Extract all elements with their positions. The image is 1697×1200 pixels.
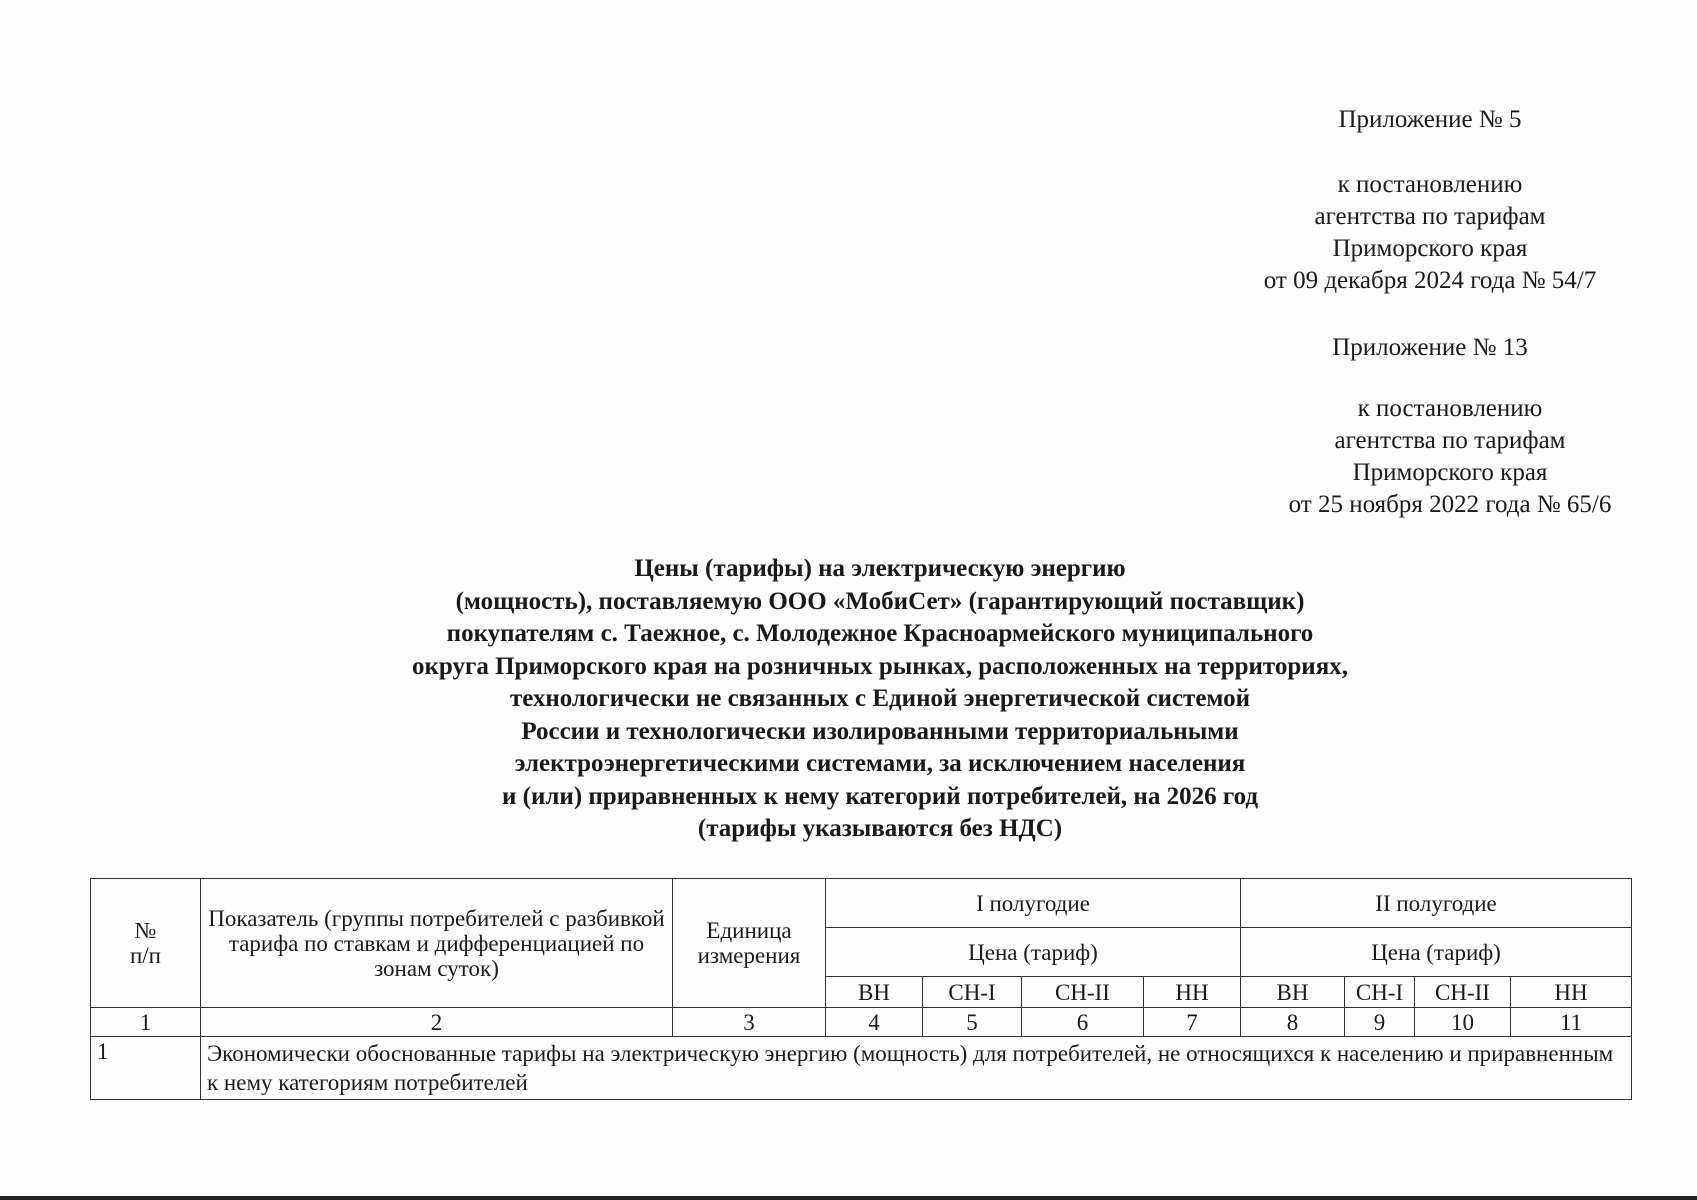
column-number: 11 bbox=[1511, 1008, 1632, 1037]
column-number: 1 bbox=[91, 1008, 201, 1037]
header-voltage-sn2: СН-II bbox=[1022, 977, 1144, 1008]
header-second-half-year: II полугодие bbox=[1241, 879, 1632, 928]
table-row bbox=[91, 1037, 1632, 1100]
appendix-line: агентства по тарифам bbox=[1314, 203, 1546, 230]
appendix-5-reference bbox=[1210, 169, 1650, 297]
title-line: покупателям с. Таежное, с. Молодежное Красноармейского муниципального bbox=[446, 620, 1314, 647]
appendix-13-title: Приложение № 13 bbox=[1332, 334, 1528, 361]
header-voltage-vn: ВН bbox=[826, 977, 923, 1008]
appendix-13-reference bbox=[1230, 393, 1670, 521]
title-line: и (или) приравненных к нему категорий потребителей, на 2026 год bbox=[502, 782, 1258, 810]
header-voltage-nn: НН bbox=[1144, 977, 1241, 1008]
header-indicator: Показатель (группы потребителей с разбивкой тарифа по ставкам и дифференциацией по зонам суток) bbox=[201, 879, 673, 1008]
scan-bottom-border bbox=[0, 1196, 1697, 1200]
header-price-first-half: Цена (тариф) bbox=[826, 928, 1241, 977]
row-number: 1 bbox=[91, 1037, 201, 1100]
header-voltage-vn: ВН bbox=[1241, 977, 1345, 1008]
appendix-line: от 09 декабря 2024 года № 54/7 bbox=[1263, 267, 1597, 294]
row-section-label: Экономически обоснованные тарифы на электрическую энергию (мощность) для потребителей, не относящихся к населению и приравненным к нему категориям потребителей bbox=[201, 1037, 1632, 1100]
title-line: электроэнергетическими системами, за исключением населения bbox=[514, 750, 1246, 777]
header-voltage-sn1: СН-I bbox=[1345, 977, 1415, 1008]
title-line: (мощность), поставляемую ООО «МобиСет» (гарантирующий поставщик) bbox=[455, 587, 1305, 615]
title-line: (тарифы указываются без НДС) bbox=[697, 815, 1063, 842]
appendix-5-title: Приложение № 5 bbox=[1338, 106, 1522, 133]
header-voltage-sn2: СН-II bbox=[1415, 977, 1511, 1008]
column-number: 3 bbox=[673, 1008, 826, 1037]
header-unit: Единица измерения bbox=[673, 879, 826, 1008]
title-line: технологически не связанных с Единой энергетической системой bbox=[509, 685, 1251, 712]
title-line: Цены (тарифы) на электрическую энергию bbox=[634, 555, 1126, 582]
column-number: 10 bbox=[1415, 1008, 1511, 1037]
tariff-table bbox=[90, 878, 1632, 1100]
header-first-half-year: I полугодие bbox=[826, 879, 1241, 928]
appendix-line: от 25 ноября 2022 года № 65/6 bbox=[1288, 491, 1612, 518]
header-price-second-half: Цена (тариф) bbox=[1241, 928, 1632, 977]
column-number: 7 bbox=[1144, 1008, 1241, 1037]
header-voltage-sn1: СН-I bbox=[923, 977, 1022, 1008]
column-number: 2 bbox=[201, 1008, 673, 1037]
appendix-line: агентства по тарифам bbox=[1334, 427, 1566, 454]
document-title bbox=[330, 553, 1430, 846]
appendix-line: к постановлению bbox=[1357, 395, 1543, 422]
column-number: 6 bbox=[1022, 1008, 1144, 1037]
column-number: 4 bbox=[826, 1008, 923, 1037]
title-line: округа Приморского края на розничных рынках, расположенных на территориях, bbox=[412, 652, 1348, 680]
header-voltage-nn: НН bbox=[1511, 977, 1632, 1008]
header-row-number: № п/п bbox=[91, 879, 201, 1008]
appendix-line: Приморского края bbox=[1332, 235, 1528, 262]
column-number: 9 bbox=[1345, 1008, 1415, 1037]
appendix-line: к постановлению bbox=[1337, 171, 1523, 198]
column-number: 8 bbox=[1241, 1008, 1345, 1037]
title-line: России и технологически изолированными территориальными bbox=[521, 717, 1239, 745]
column-number: 5 bbox=[923, 1008, 1022, 1037]
appendix-line: Приморского края bbox=[1352, 459, 1548, 486]
